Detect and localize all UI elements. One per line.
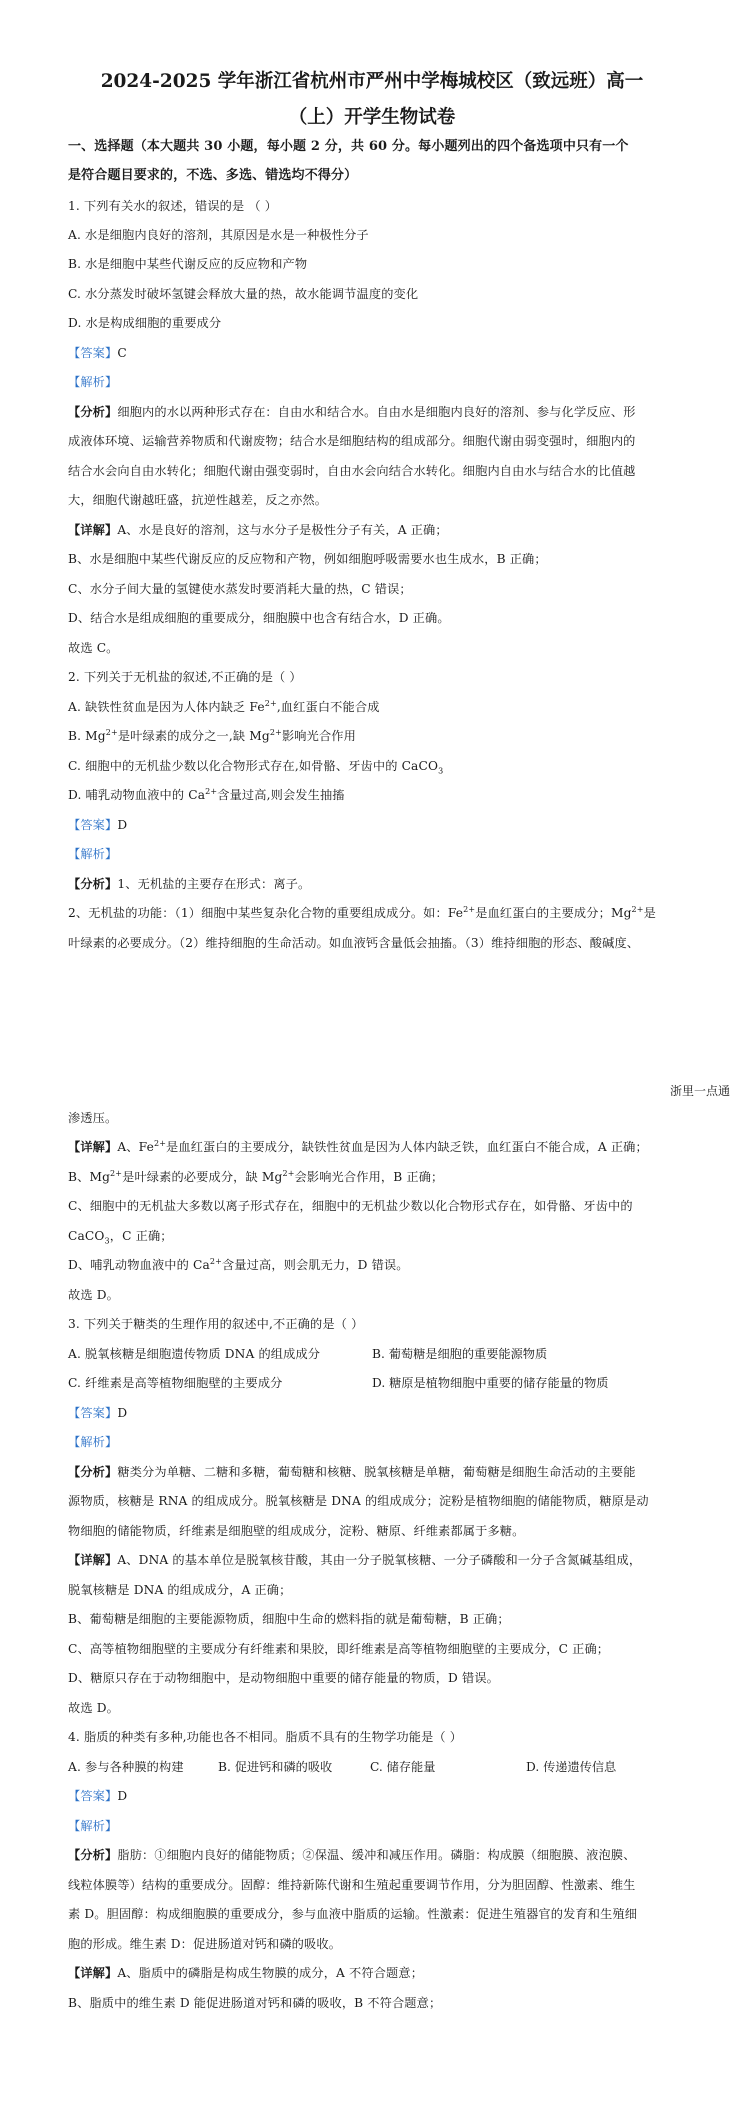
- q2-fenxi-line3: 叶绿素的必要成分。（2）维持细胞的生命活动。如血液钙含量低会抽搐。（3）维持细胞的形态、酸碱度、: [68, 936, 640, 950]
- text: 是血红蛋白的主要成分；Mg: [475, 906, 632, 920]
- q3-xiangjie-line5: D、糖原只存在于动物细胞中，是动物细胞中重要的储存能量的物质，D 错误。: [68, 1671, 500, 1685]
- q3-xiangjie-line4: C、高等植物细胞壁的主要成分有纤维素和果胶，即纤维素是高等植物细胞壁的主要成分，C 正确；: [68, 1642, 610, 1656]
- q2-xiangjie-line2: [68, 1169, 443, 1185]
- q1-fenxi-line4: 大，细胞代谢越旺盛，抗逆性越差，反之亦然。: [68, 493, 328, 507]
- fenxi-text: 脂肪：①细胞内良好的储能物质；②保温、缓冲和减压作用。磷脂：构成膜（细胞膜、液泡膜、: [117, 1848, 636, 1862]
- text: 是: [643, 906, 656, 920]
- answer-tag: 【答案】: [68, 1789, 118, 1803]
- subscript: 3: [104, 1236, 110, 1246]
- q2-fenxi-line4: 渗透压。: [68, 1111, 118, 1125]
- q2-xiangjie-line1: [68, 1139, 648, 1155]
- q2-answer: [68, 817, 127, 833]
- q4-stem: 4. 脂质的种类有多种,功能也各不相同。脂质不具有的生物学功能是（ ）: [68, 1730, 463, 1744]
- superscript: 2+: [264, 698, 277, 708]
- watermark-text: 浙里一点通: [669, 1084, 730, 1098]
- q1-xiangjie-line3: C、水分子间大量的氢键使水蒸发时要消耗大量的热，C 错误；: [68, 582, 412, 596]
- q1-fenxi-line3: 结合水会向自由水转化；细胞代谢由强变弱时，自由水会向结合水转化。细胞内自由水与结合水的比值越: [68, 464, 636, 478]
- q4-answer: [68, 1788, 127, 1804]
- superscript: 2+: [463, 904, 476, 914]
- text: 是血红蛋白的主要成分，缺铁性贫血是因为人体内缺乏铁，血红蛋白不能合成，A 正确；: [166, 1140, 648, 1154]
- q1-option-b: B. 水是细胞中某些代谢反应的反应物和产物: [68, 257, 308, 271]
- answer-tag: 【答案】: [68, 346, 118, 360]
- answer-tag: 【答案】: [68, 1406, 118, 1420]
- q1-xiangjie-line1: [68, 522, 448, 538]
- superscript: 2+: [631, 904, 644, 914]
- q1-jiexi-tag: 【解析】: [68, 375, 118, 389]
- q1-conclusion: 故选 C。: [68, 641, 119, 655]
- xiangjie-tag: 【详解】: [68, 1553, 118, 1567]
- fenxi-text: 细胞内的水以两种形式存在：自由水和结合水。自由水是细胞内良好的溶剂、参与化学反应、形: [117, 405, 636, 419]
- xiangjie-tag: 【详解】: [68, 1140, 118, 1154]
- q4-xiangjie-line1: [68, 1965, 423, 1981]
- answer-value: C: [117, 346, 127, 360]
- fenxi-tag: 【分析】: [68, 405, 118, 419]
- fenxi-tag: 【分析】: [68, 1465, 118, 1479]
- answer-value: D: [117, 818, 128, 832]
- q1-xiangjie-line2: B、水是细胞中某些代谢反应的反应物和产物，例如细胞呼吸需要水也生成水，B 正确；: [68, 552, 547, 566]
- q3-fenxi-line1: [68, 1464, 636, 1480]
- q4-option-b: B. 促进钙和磷的吸收: [218, 1760, 333, 1774]
- q2-xiangjie-line4: [68, 1228, 173, 1244]
- exam-title-line2: （上）开学生物试卷: [288, 107, 456, 128]
- q3-fenxi-line2: 源物质，核糖是 RNA 的组成成分。脱氧核糖是 DNA 的组成成分；淀粉是植物细胞的储能物质，糖原是动: [68, 1494, 649, 1508]
- q2-conclusion: 故选 D。: [68, 1288, 119, 1302]
- answer-value: D: [117, 1406, 128, 1420]
- q4-fenxi-line4: 胞的形成。维生素 D：促进肠道对钙和磷的吸收。: [68, 1937, 342, 1951]
- text: B. Mg: [68, 729, 106, 743]
- fenxi-text: 1、无机盐的主要存在形式：离子。: [117, 877, 311, 891]
- q3-stem: 3. 下列关于糖类的生理作用的叙述中,不正确的是（ ）: [68, 1317, 364, 1331]
- text: A. 缺铁性贫血是因为人体内缺乏 Fe: [68, 700, 265, 714]
- q2-fenxi-line1: [68, 876, 310, 892]
- superscript: 2+: [110, 1168, 123, 1178]
- q4-fenxi-line1: [68, 1847, 636, 1863]
- subscript: 3: [438, 766, 444, 776]
- text: 是叶绿素的成分之一,缺 Mg: [117, 729, 270, 743]
- text: 影响光合作用: [281, 729, 356, 743]
- text: 会影响光合作用，B 正确；: [294, 1170, 444, 1184]
- text: C. 细胞中的无机盐少数以化合物形式存在,如骨骼、牙齿中的 CaCO: [68, 759, 439, 773]
- q3-xiangjie-line2: 脱氧核糖是 DNA 的组成成分，A 正确；: [68, 1583, 292, 1597]
- q2-option-b: [68, 728, 356, 744]
- q3-xiangjie-line3: B、葡萄糖是细胞的主要能源物质，细胞中生命的燃料指的就是葡萄糖，B 正确；: [68, 1612, 510, 1626]
- fenxi-tag: 【分析】: [68, 1848, 118, 1862]
- q3-option-a: A. 脱氧核糖是细胞遗传物质 DNA 的组成成分: [68, 1347, 321, 1361]
- q1-stem: 1. 下列有关水的叙述，错误的是 （ ）: [68, 199, 278, 213]
- superscript: 2+: [105, 727, 118, 737]
- text: 含量过高，则会肌无力，D 错误。: [221, 1258, 409, 1272]
- q3-option-d: D. 糖原是植物细胞中重要的储存能量的物质: [372, 1376, 609, 1390]
- q2-stem: 2. 下列关于无机盐的叙述,不正确的是（ ）: [68, 670, 302, 684]
- q2-xiangjie-line3: C、细胞中的无机盐大多数以离子形式存在，细胞中的无机盐少数以化合物形式存在，如骨骼、牙齿中的: [68, 1199, 633, 1213]
- q4-jiexi-tag: 【解析】: [68, 1819, 118, 1833]
- superscript: 2+: [209, 1256, 222, 1266]
- q2-option-c: [68, 758, 443, 774]
- text: ，C 正确；: [109, 1229, 173, 1243]
- q4-fenxi-line2: 线粒体膜等）结构的重要成分。固醇：维持新陈代谢和生殖起重要调节作用，分为胆固醇、性激素、维生: [68, 1878, 636, 1892]
- q1-fenxi-line2: 成液体环境、运输营养物质和代谢废物；结合水是细胞结构的组成部分。细胞代谢由弱变强时，细胞内的: [68, 434, 636, 448]
- q2-xiangjie-line5: [68, 1257, 409, 1273]
- section-heading-line1: 一、选择题（本大题共 30 小题，每小题 2 分，共 60 分。每小题列出的四个备选项中只有一个: [68, 139, 629, 154]
- q4-fenxi-line3: 素 D。胆固醇：构成细胞膜的重要成分，参与血液中脂质的运输。性激素：促进生殖器官的发育和生殖细: [68, 1907, 638, 1921]
- text: 含量过高,则会发生抽搐: [217, 788, 345, 802]
- q2-fenxi-line2: [68, 905, 656, 921]
- xiangjie-text: A、水是良好的溶剂，这与水分子是极性分子有关，A 正确；: [117, 523, 448, 537]
- exam-title-line1: 2024-2025 学年浙江省杭州市严州中学梅城校区（致远班）高一: [100, 71, 644, 92]
- q3-jiexi-tag: 【解析】: [68, 1435, 118, 1449]
- text: A、Fe: [117, 1140, 154, 1154]
- q3-option-b: B. 葡萄糖是细胞的重要能源物质: [372, 1347, 548, 1361]
- superscript: 2+: [282, 1168, 295, 1178]
- q2-jiexi-tag: 【解析】: [68, 847, 118, 861]
- xiangjie-text: A、脂质中的磷脂是构成生物膜的成分，A 不符合题意；: [117, 1966, 424, 1980]
- superscript: 2+: [269, 727, 282, 737]
- q3-xiangjie-line1: [68, 1552, 641, 1568]
- answer-tag: 【答案】: [68, 818, 118, 832]
- q1-option-a: A. 水是细胞内良好的溶剂，其原因是水是一种极性分子: [68, 228, 369, 242]
- q2-option-a: [68, 699, 380, 715]
- answer-value: D: [117, 1789, 128, 1803]
- q2-option-d: [68, 787, 345, 803]
- text: D、哺乳动物血液中的 Ca: [68, 1258, 210, 1272]
- xiangjie-tag: 【详解】: [68, 1966, 118, 1980]
- q1-answer: [68, 345, 127, 361]
- section-heading-line2: 是符合题目要求的，不选、多选、错选均不得分）: [68, 168, 358, 183]
- superscript: 2+: [205, 786, 218, 796]
- text: CaCO: [68, 1229, 105, 1243]
- q3-answer: [68, 1405, 127, 1421]
- text: ,血红蛋白不能合成: [276, 700, 380, 714]
- q1-option-d: D. 水是构成细胞的重要成分: [68, 316, 222, 330]
- q4-xiangjie-line2: B、脂质中的维生素 D 能促进肠道对钙和磷的吸收，B 不符合题意；: [68, 1996, 442, 2010]
- q3-conclusion: 故选 D。: [68, 1701, 119, 1715]
- xiangjie-tag: 【详解】: [68, 523, 118, 537]
- text: D. 哺乳动物血液中的 Ca: [68, 788, 206, 802]
- text: 是叶绿素的必要成分，缺 Mg: [122, 1170, 283, 1184]
- q4-option-c: C. 储存能量: [370, 1760, 436, 1774]
- q3-fenxi-line3: 物细胞的储能物质，纤维素是细胞壁的组成成分，淀粉、糖原、纤维素都属于多糖。: [68, 1524, 525, 1538]
- text: 2、无机盐的功能：（1）细胞中某些复杂化合物的重要组成成分。如：Fe: [68, 906, 464, 920]
- q4-option-a: A. 参与各种膜的构建: [68, 1760, 184, 1774]
- fenxi-tag: 【分析】: [68, 877, 118, 891]
- fenxi-text: 糖类分为单糖、二糖和多糖，葡萄糖和核糖、脱氧核糖是单糖，葡萄糖是细胞生命活动的主要能: [117, 1465, 636, 1479]
- text: B、Mg: [68, 1170, 111, 1184]
- q3-option-c: C. 纤维素是高等植物细胞壁的主要成分: [68, 1376, 283, 1390]
- q1-xiangjie-line4: D、结合水是组成细胞的重要成分，细胞膜中也含有结合水，D 正确。: [68, 611, 450, 625]
- superscript: 2+: [153, 1138, 167, 1148]
- q1-option-c: C. 水分蒸发时破坏氢键会释放大量的热，故水能调节温度的变化: [68, 287, 419, 301]
- q4-option-d: D. 传递遗传信息: [526, 1760, 617, 1774]
- q1-fenxi-line1: [68, 404, 636, 420]
- xiangjie-text: A、DNA 的基本单位是脱氧核苷酸，其由一分子脱氧核糖、一分子磷酸和一分子含氮碱基组成，: [117, 1553, 642, 1567]
